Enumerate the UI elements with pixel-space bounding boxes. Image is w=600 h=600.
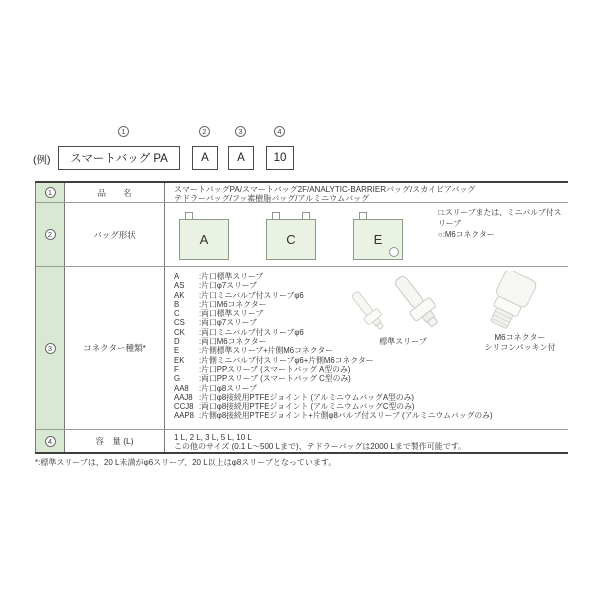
connector-code: CS: [174, 318, 185, 328]
bag-shape-e-label: E: [373, 232, 383, 247]
table-row-connector-type: [35, 267, 568, 430]
row-number-cell: [35, 183, 65, 202]
connector-description: :片口標準スリーブ: [199, 272, 264, 281]
row-label-bag-shape: バッグ形状: [65, 203, 165, 266]
connector-code: AAJ8: [174, 392, 193, 402]
row-label-product-name: 品 名: [65, 183, 165, 202]
row-number-cell: [35, 267, 65, 429]
bag-shape-a-label: A: [199, 232, 209, 247]
circled-number-2: 2: [45, 229, 56, 240]
bag-shape-a-icon: [179, 219, 229, 260]
bag-shape-c-icon: [266, 219, 316, 260]
m6-connector-icon: [480, 271, 560, 333]
connector-list-item: [174, 411, 568, 420]
connector-description: :片側φ8接続用PTFEジョイント+片側φ8バルブ付スリーブ (アルミニウムバッグのみ): [199, 411, 493, 421]
connector-list-item: [174, 384, 568, 393]
sleeve-tab-icon: [272, 212, 280, 219]
row-number-cell: [35, 203, 65, 266]
connector-list-item: [174, 374, 568, 383]
footnote: *:標準スリーブは、20 L未満がφ6スリーブ、20 L以上はφ8スリーブとなっています。: [35, 458, 337, 467]
circled-number-1: 1: [45, 187, 56, 198]
bag-shape-legend: [438, 207, 568, 240]
circled-number-3: 3: [45, 343, 56, 354]
standard-sleeve-icon: [347, 272, 459, 336]
m6-connector-caption: [475, 333, 565, 353]
connector-description: :両口ミニバルブ付スリーブφ6: [199, 327, 304, 337]
table-row-product-name: [35, 183, 568, 203]
standard-sleeve-caption: 標準スリーブ: [379, 337, 427, 346]
connector-description: :両口M6コネクター: [199, 337, 267, 347]
connector-code: C: [174, 309, 180, 319]
bag-shape-e-icon: [353, 219, 403, 260]
connector-description: :片口φ8スリーブ: [199, 383, 257, 393]
connector-description: :片口M6コネクター: [199, 299, 267, 309]
circled-number-3: 3: [235, 126, 246, 137]
m6-caption-line2: シリコンパッキン付: [484, 343, 556, 352]
connector-list-item: [174, 356, 568, 365]
connector-code: A: [174, 272, 180, 281]
circled-number-4: 4: [45, 436, 56, 447]
circled-number-4: 4: [274, 126, 285, 137]
m6-connector-mark-icon: [389, 247, 399, 257]
sleeve-tab-icon: [302, 212, 310, 219]
legend-sleeve: □:スリーブまたは、ミニバルブ付スリーブ: [438, 208, 562, 228]
row-number-cell: [35, 430, 65, 452]
capacity-cell: [165, 430, 568, 452]
connector-description: :片口ミニバルブ付スリーブφ6: [199, 290, 304, 300]
spec-table: [35, 181, 568, 454]
connector-description: :片側ミニバルブ付スリーブφ6+片側M6コネクター: [199, 355, 374, 365]
connector-code: AS: [174, 281, 185, 291]
circled-number-1: 1: [118, 126, 129, 137]
example-capacity-box: 10: [266, 146, 294, 170]
connector-code: AK: [174, 290, 185, 300]
table-row-bag-shape: [35, 203, 568, 267]
bag-shape-cell: [165, 203, 568, 266]
row-label-capacity: 容 量 (L): [65, 430, 165, 452]
product-name-cell: [165, 183, 568, 202]
connector-description: :片口φ7スリーブ: [199, 281, 257, 291]
connector-type-cell: [165, 267, 568, 429]
example-shape-code-box: A: [192, 146, 218, 170]
circled-number-2: 2: [199, 126, 210, 137]
row-label-connector-type: コネクター種類*: [65, 267, 165, 429]
product-name-line2: テドラーバッグ/フッ素樹脂バッグ/アルミニウムバッグ: [174, 194, 370, 203]
connector-code: D: [174, 337, 180, 347]
connector-code: E: [174, 346, 180, 356]
connector-description: :片口φ8接続用PTFEジョイント (アルミニウムバッグA型のみ): [199, 392, 415, 402]
connector-description: :両口φ8接続用PTFEジョイント (アルミニウムバッグC型のみ): [199, 402, 415, 412]
example-connector-code-box: A: [228, 146, 254, 170]
connector-description: :両口φ7スリーブ: [199, 318, 257, 328]
sleeve-tab-icon: [185, 212, 193, 219]
connector-description: :片側標準スリーブ+片側M6コネクター: [199, 346, 333, 356]
connector-list-item: [174, 393, 568, 402]
connector-code: AA8: [174, 383, 189, 393]
capacity-line1: 1 L, 2 L, 3 L, 5 L, 10 L: [174, 432, 252, 442]
connector-code: CK: [174, 327, 185, 337]
legend-m6-connector: ○:M6コネクター: [438, 230, 495, 239]
product-name-line1: スマートバッグPA/スマートバッグ2F/ANALYTIC-BARRIERバッグ/スカイビアバッグ: [174, 185, 476, 194]
connector-code: CCJ8: [174, 402, 194, 412]
connector-code: EK: [174, 355, 185, 365]
connector-code: B: [174, 299, 180, 309]
connector-description: :両口標準スリーブ: [199, 309, 264, 319]
capacity-line2: この他のサイズ (0.1 L〜500 Lまで)、テドラーバッグは2000 Lまで製作可能です。: [174, 442, 467, 451]
example-prefix: (例): [33, 154, 51, 166]
table-row-capacity: [35, 430, 568, 452]
connector-description: :片口PPスリーブ (スマートバッグ A型のみ): [199, 364, 351, 374]
connector-code: F: [174, 364, 179, 374]
sleeve-tab-icon: [359, 212, 367, 219]
connector-code: G: [174, 374, 181, 384]
m6-caption-line1: M6コネクター: [494, 333, 546, 342]
bag-shape-c-label: C: [286, 232, 296, 247]
connector-list-item: [174, 365, 568, 374]
connector-description: :両口PPスリーブ (スマートバッグ C型のみ): [199, 374, 351, 384]
connector-code: AAP8: [174, 411, 194, 421]
example-product-name-box: スマートバッグ PA: [58, 146, 180, 170]
